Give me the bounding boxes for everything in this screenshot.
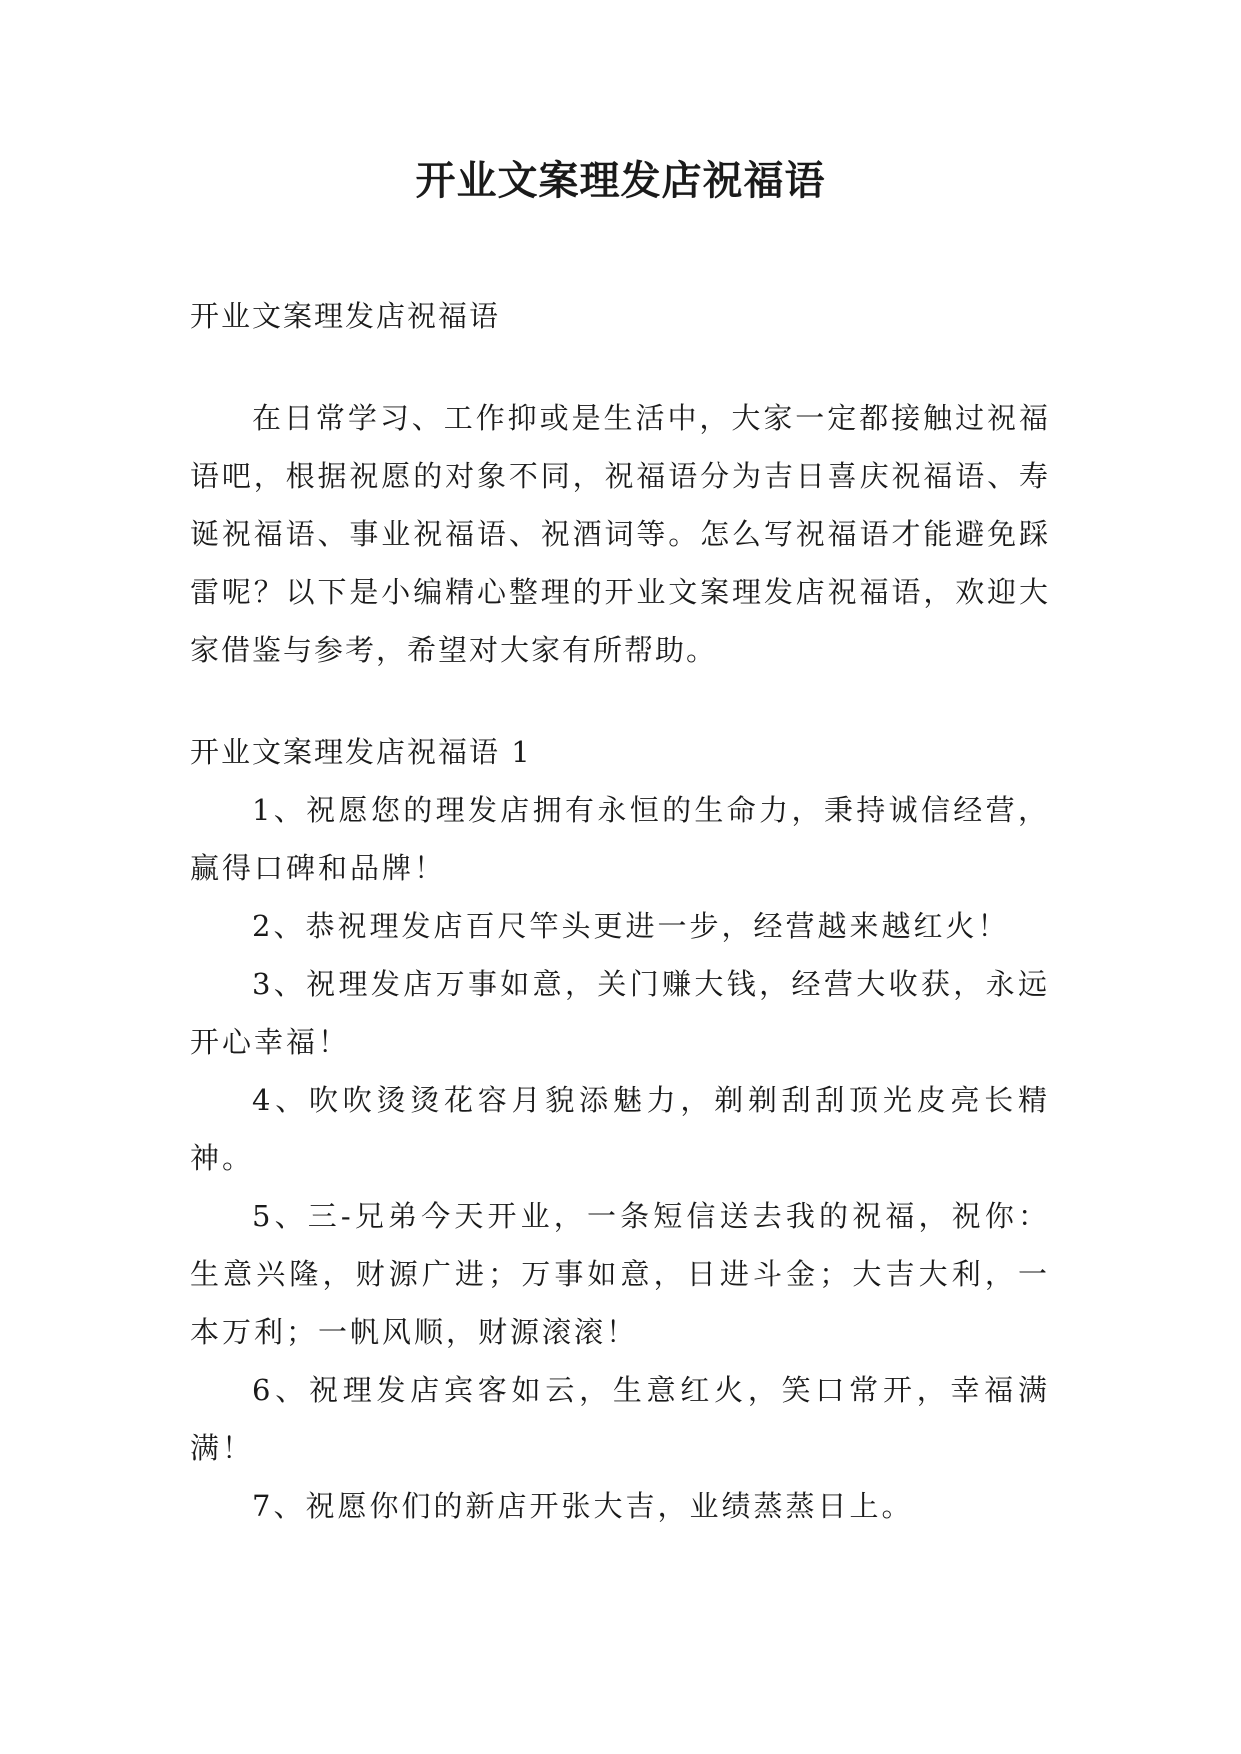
list-item: 5、三-兄弟今天开业，一条短信送去我的祝福，祝你：生意兴隆，财源广进；万事如意，日进斗金；大吉大利，一本万利；一帆风顺，财源滚滚！	[190, 1199, 1050, 1349]
list-item: 3、祝理发店万事如意，关门赚大钱，经营大收获，永远开心幸福！	[190, 967, 1050, 1059]
section-heading: 开业文案理发店祝福语 1	[190, 735, 532, 769]
intro-paragraph: 在日常学习、工作抑或是生活中，大家一定都接触过祝福语吧，根据祝愿的对象不同，祝福语分为吉日喜庆祝福语、寿诞祝福语、事业祝福语、祝酒词等。怎么写祝福语才能避免踩雷呢？以下是小编精心整理的开业文案理发店祝福语，欢迎大家借鉴与参考，希望对大家有所帮助。	[190, 401, 1050, 667]
list-item: 2、恭祝理发店百尺竿头更进一步，经营越来越红火！	[252, 909, 1010, 943]
document-body	[190, 287, 1050, 1535]
list-item: 6、祝理发店宾客如云，生意红火，笑口常开，幸福满满！	[190, 1373, 1050, 1465]
list-item: 7、祝愿你们的新店开张大吉，业绩蒸蒸日上。	[252, 1489, 914, 1523]
list-item: 1、祝愿您的理发店拥有永恒的生命力，秉持诚信经营，赢得口碑和品牌！	[190, 793, 1050, 885]
document-title: 开业文案理发店祝福语	[415, 158, 826, 204]
list-item: 4、吹吹烫烫花容月貌添魅力，剃剃刮刮顶光皮亮长精神。	[190, 1083, 1050, 1175]
document-subtitle: 开业文案理发店祝福语	[190, 299, 501, 333]
